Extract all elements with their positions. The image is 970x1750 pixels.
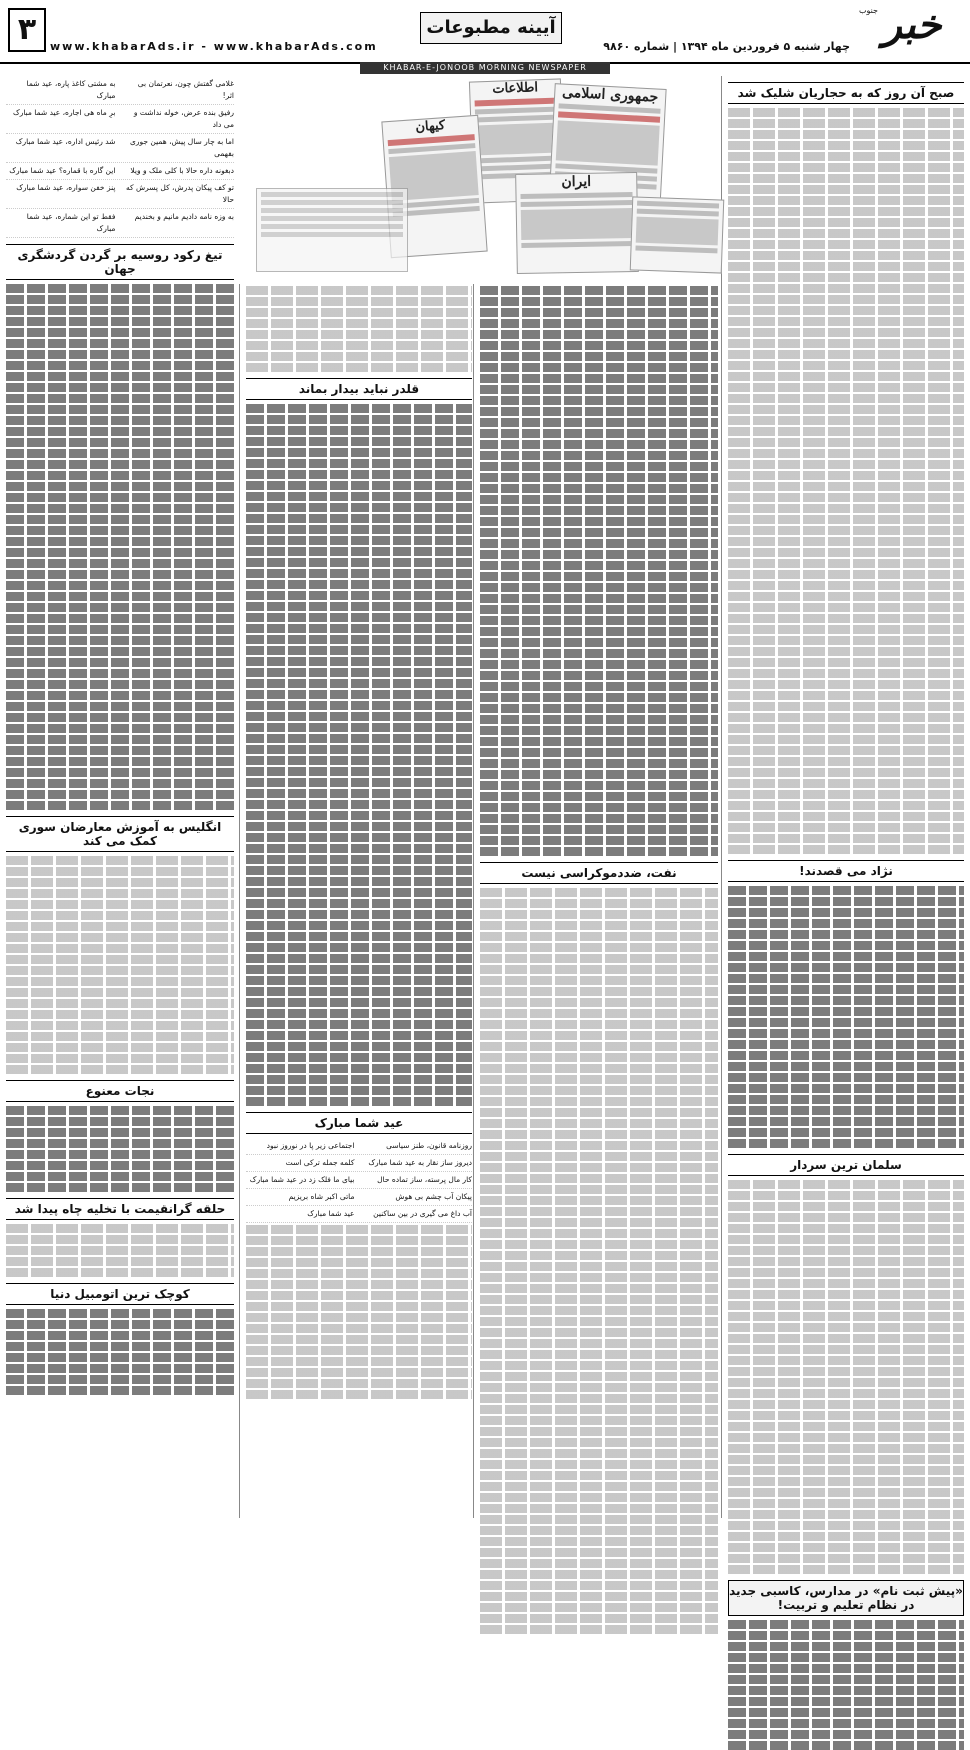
article-body	[246, 404, 472, 1106]
column-middle-right	[473, 284, 718, 1518]
article-body	[6, 1224, 234, 1277]
column-left	[6, 76, 234, 1518]
article-body	[246, 1225, 472, 1399]
article-title: نجات معنوع	[6, 1080, 234, 1102]
article-title: صبح آن روز که به حجاریان شلیک شد	[728, 82, 964, 104]
article-body	[6, 1309, 234, 1395]
newspaper-collage	[236, 78, 726, 274]
article-title: نفت، ضددموکراسی نیست	[480, 862, 718, 884]
article-body	[6, 284, 234, 810]
poem-line: به وزه نامه دادیم مانیم و بخندیم فقط تو این شماره، عید شما مبارک	[6, 209, 234, 238]
article-body	[480, 286, 718, 856]
english-banner: KHABAR-E-JONOOB MORNING NEWSPAPER	[360, 62, 610, 74]
article-title: سلمان ترین سردار	[728, 1154, 964, 1176]
newspaper-logo: خبر	[882, 1, 942, 48]
poem-block	[6, 76, 234, 238]
paper-masthead: ایران	[561, 173, 592, 191]
poem-line: تو کف پیکان پدرش، کل پسرش که حالا پنز خفن سواره، عید شما مبارک	[6, 180, 234, 209]
newspaper-front-page	[515, 172, 639, 274]
article-body	[728, 1620, 964, 1750]
poem-line: دبغونه داره حالا با کلی ملک و ویلا این گاره با قماره؟ عید شما مبارک	[6, 163, 234, 180]
article-body	[728, 108, 964, 854]
article-title: «پیش ثبت نام» در مدارس، کاسبی جدید در نظام تعلیم و تربیت!	[728, 1580, 964, 1616]
logo-subtitle: جنوب	[858, 6, 878, 15]
article-body	[480, 888, 718, 1634]
poem-line: اما به چار سال پیش، همین جوری بفهمی شد رئیس اداره، عید شما مبارک	[6, 134, 234, 163]
newspaper-front-page	[630, 196, 725, 273]
masthead	[0, 0, 970, 64]
poem-line: رفیق بنده عرض، خوله نداشت و می داد برِ ماه هی اجاره، عید شما مبارک	[6, 105, 234, 134]
paper-masthead: جمهوری اسلامی	[561, 84, 659, 106]
article-body	[728, 1180, 964, 1574]
poem-line: پیکان آب چشم بی هوش ماتی اکبر شاه بریزیم	[246, 1189, 472, 1206]
paper-masthead: کیهان	[415, 118, 446, 136]
article-body	[6, 856, 234, 1074]
poem-line: کار مال پرسته، ساز تماده حال بیای ما فلک زد در عید شما مبارک	[246, 1172, 472, 1189]
date-issue: چهار شنبه ۵ فروردین ماه ۱۳۹۴ | شماره ۹۸۶۰	[603, 40, 850, 53]
column-right	[721, 76, 964, 1612]
poem-line: آب داغ می گیری در بین ساکنین عید شما مبارک	[246, 1206, 472, 1223]
article-body	[728, 886, 964, 1148]
page-number: ۳	[8, 8, 46, 52]
article-body	[6, 1106, 234, 1192]
poem-line: روزنامه قانون، طنز سیاسی اجتماعی زیر پا در نوروز نبود	[246, 1138, 472, 1155]
poem-line: دیروز ساز نقار به عید شما مبارک کلمه جمله ترکی است	[246, 1155, 472, 1172]
article-title: نژاد می قصدند!	[728, 860, 964, 882]
article-title: کوچک ترین اتومبیل دنیا	[6, 1283, 234, 1305]
article-body	[246, 286, 472, 372]
column-middle-left	[239, 284, 472, 1518]
article-title: تیغ رکود روسیه بر گردن گردشگری جهان	[6, 244, 234, 280]
article-title: قلدر نباید بیدار بماند	[246, 378, 472, 400]
article-title: عید شما مبارک	[246, 1112, 472, 1134]
site-url[interactable]: www.khabarAds.ir - www.khabarAds.com	[50, 40, 378, 53]
newspaper-front-page	[256, 188, 408, 272]
poem-line: غلامی گفتش چون، نعرتمان بی اثر! به مشتی کاغذ پاره، عید شما مبارک	[6, 76, 234, 105]
article-title: انگلیس به آموزش معارضان سوری کمک می کند	[6, 816, 234, 852]
paper-masthead: اطلاعات	[492, 80, 539, 97]
article-title: حلقه گرانقیمت با تخلیه چاه پیدا شد	[6, 1198, 234, 1220]
section-title: آیینه مطبوعات	[420, 12, 562, 44]
poem-block	[246, 1138, 472, 1223]
